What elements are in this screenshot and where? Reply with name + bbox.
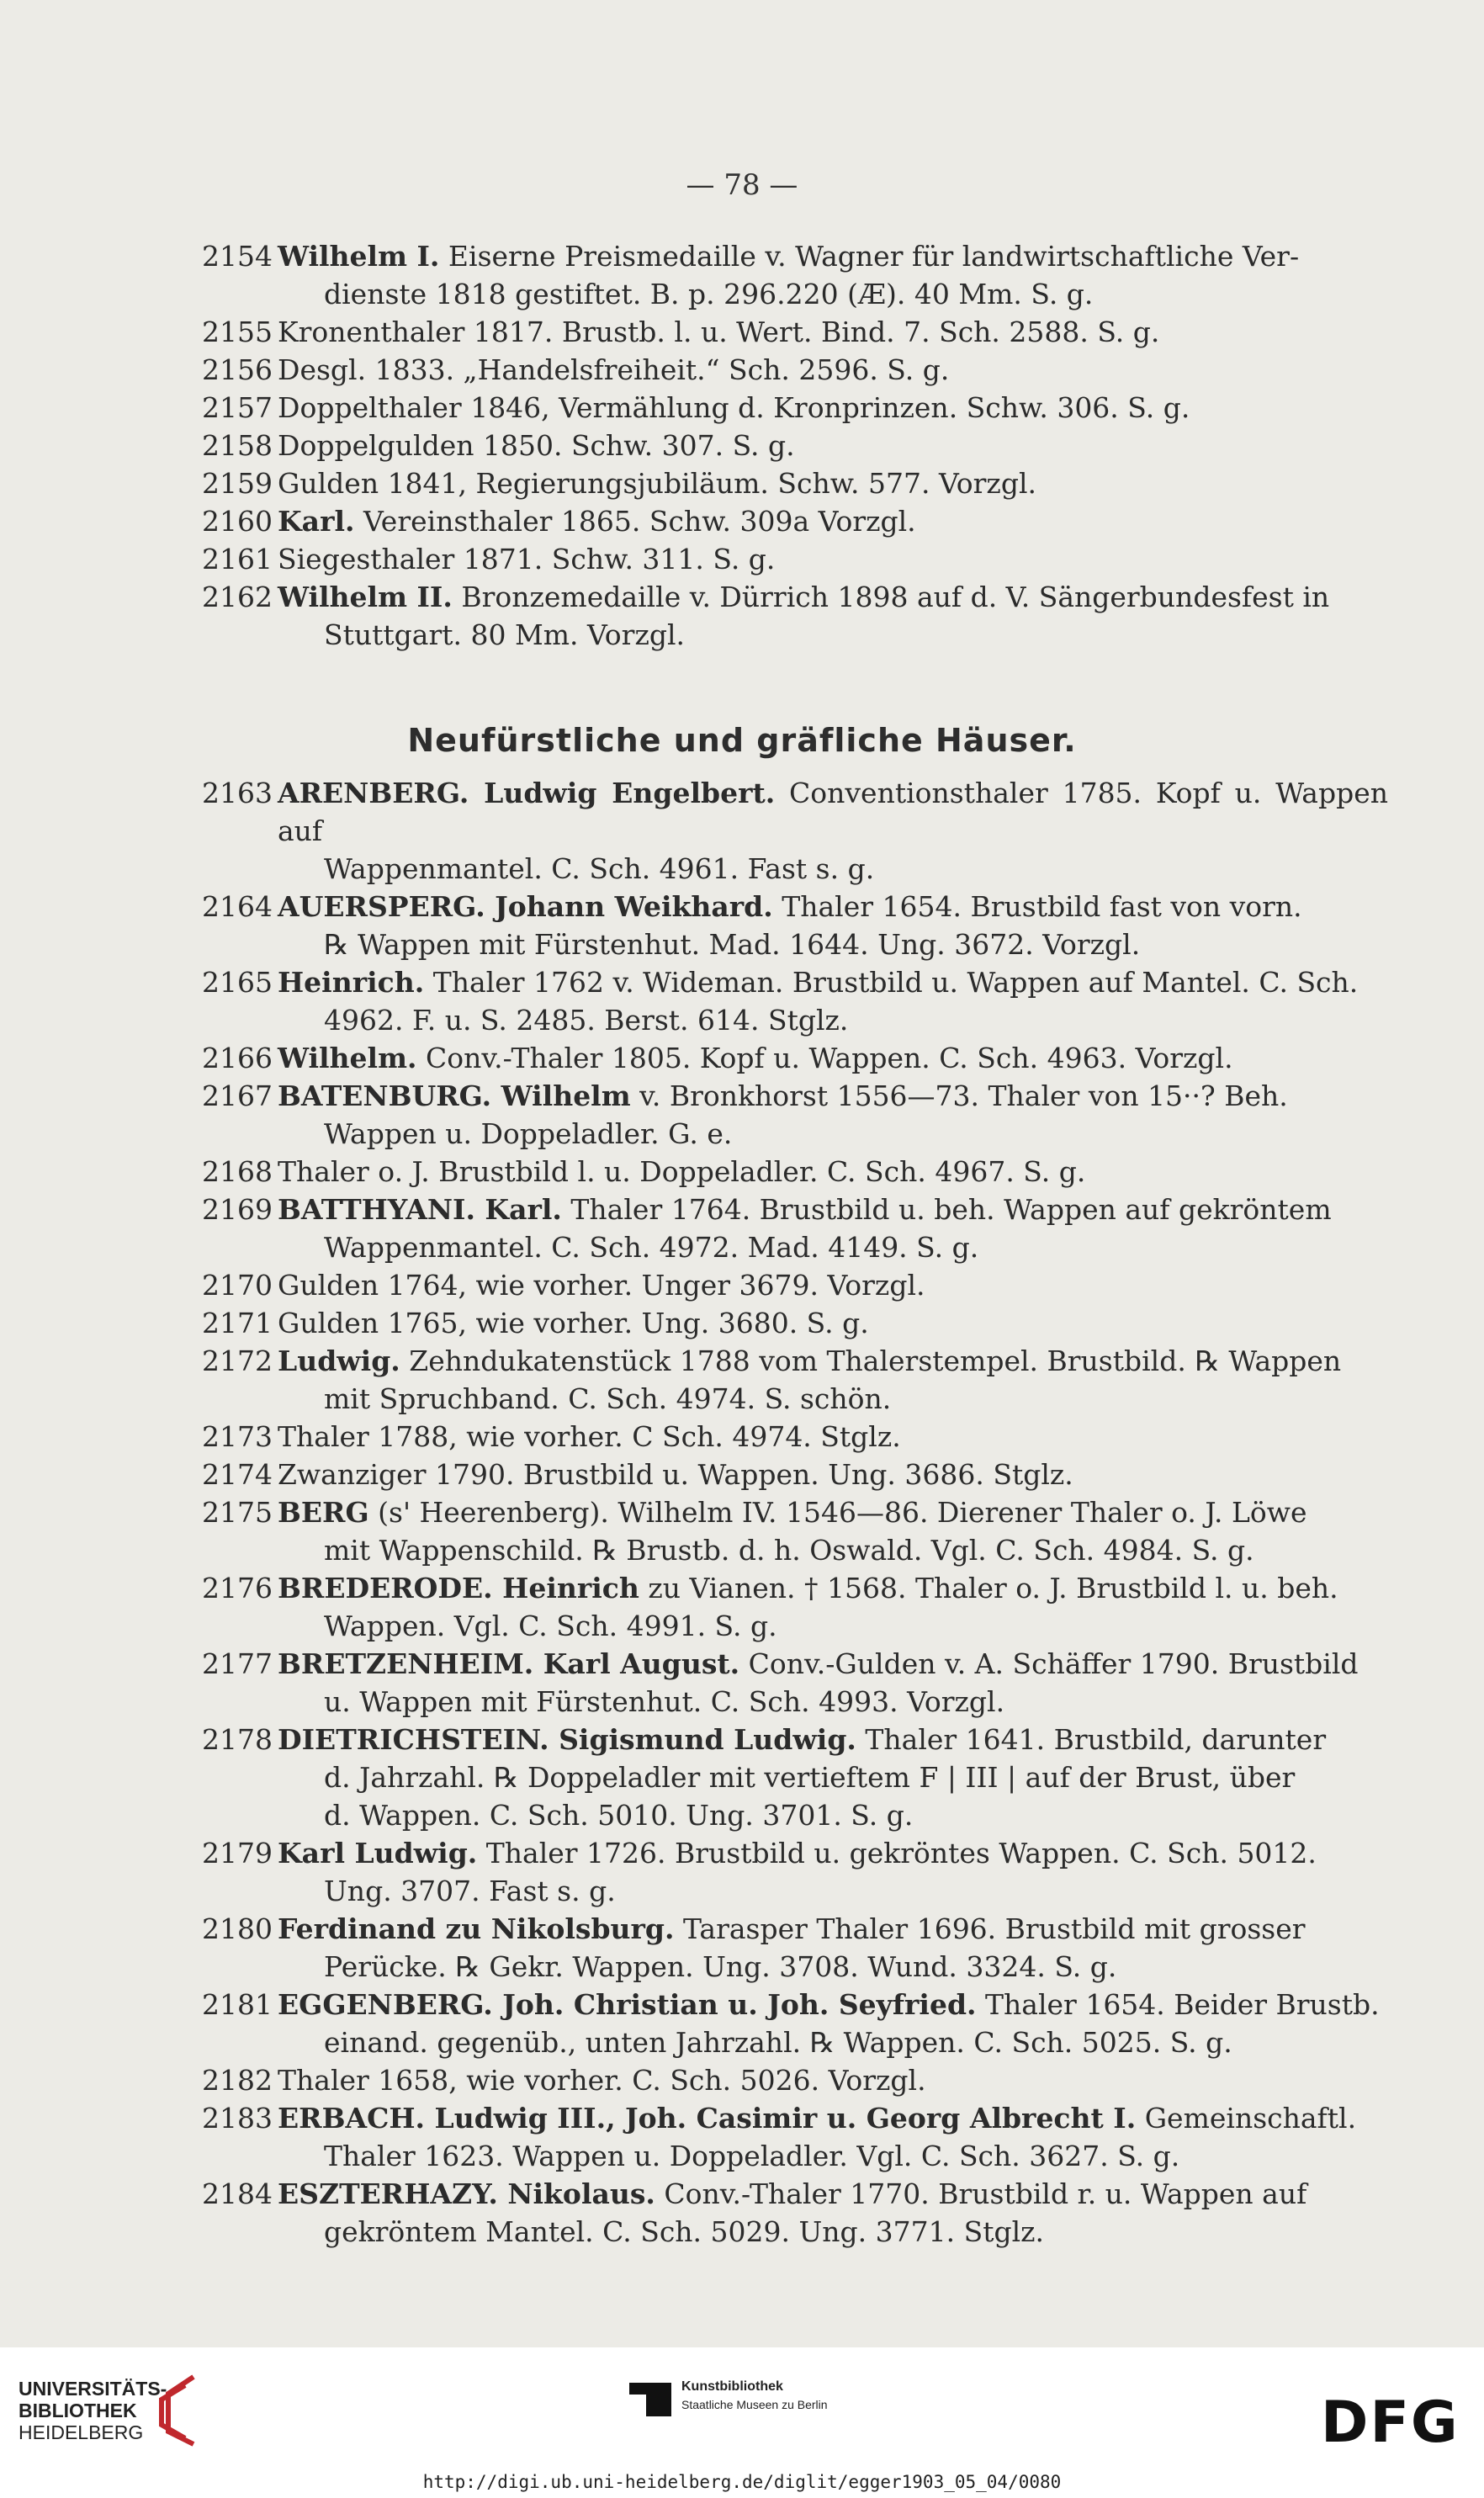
entry-number: 2160 bbox=[202, 505, 273, 538]
entry-number: 2168 bbox=[202, 1155, 273, 1188]
catalog-entry bbox=[202, 774, 1388, 888]
entry-text: Thaler 1726. Brustbild u. gekröntes Wappen. C. Sch. 5012. bbox=[485, 1837, 1317, 1870]
entry-first-line bbox=[278, 1304, 1388, 1342]
entry-first-line bbox=[278, 1153, 1388, 1191]
ub-heidelberg-mark-icon bbox=[151, 2373, 210, 2448]
page-url[interactable]: http://digi.ub.uni-heidelberg.de/diglit/egger1903_05_04/0080 bbox=[422, 2472, 1062, 2492]
entry-continuation-line: Wappen u. Doppeladler. G. e. bbox=[324, 1117, 733, 1150]
catalog-entry bbox=[202, 1039, 1388, 1077]
entry-number: 2164 bbox=[202, 890, 273, 923]
entry-number: 2182 bbox=[202, 2064, 273, 2097]
entries-bottom-block bbox=[202, 774, 1388, 2251]
entry-text: Thaler 1764. Brustbild u. beh. Wappen auf gekröntem bbox=[570, 1193, 1332, 1226]
entry-text: Kronenthaler 1817. Brustb. l. u. Wert. Bind. 7. Sch. 2588. S. g. bbox=[278, 316, 1160, 348]
entry-first-line bbox=[278, 1493, 1388, 1531]
entry-heading: AUERSPERG. Johann Weikhard. bbox=[278, 890, 773, 923]
entry-heading: Ferdinand zu Nikolsburg. bbox=[278, 1912, 675, 1945]
entry-continuation-line: Thaler 1623. Wappen u. Doppeladler. Vgl. C. Sch. 3627. S. g. bbox=[324, 2140, 1180, 2172]
ub-logo-line3: HEIDELBERG bbox=[19, 2421, 144, 2443]
footer bbox=[0, 2347, 1484, 2498]
catalog-entry bbox=[202, 888, 1388, 963]
entry-number: 2161 bbox=[202, 543, 273, 575]
entry-text: Zwanziger 1790. Brustbild u. Wappen. Ung. 3686. Stglz. bbox=[278, 1458, 1073, 1491]
catalog-entry bbox=[202, 313, 1388, 351]
entry-text: Doppelthaler 1846, Vermählung d. Kronprinzen. Schw. 306. S. g. bbox=[278, 391, 1190, 424]
entry-number: 2183 bbox=[202, 2102, 273, 2135]
catalog-entry bbox=[202, 1191, 1388, 1266]
catalog-entry bbox=[202, 1986, 1388, 2061]
entry-text: (s' Heerenberg). Wilhelm IV. 1546—86. Dierener Thaler o. J. Löwe bbox=[378, 1496, 1307, 1529]
entry-text: Tarasper Thaler 1696. Brustbild mit grosser bbox=[682, 1912, 1306, 1945]
entry-text: Conv.-Thaler 1805. Kopf u. Wappen. C. Sch. 4963. Vorzgl. bbox=[425, 1042, 1233, 1074]
entry-number: 2174 bbox=[202, 1458, 273, 1491]
ub-logo-line2: BIBLIOTHEK bbox=[19, 2400, 137, 2421]
entry-first-line bbox=[278, 1418, 1388, 1456]
entry-continuation-line: einand. gegenüb., unten Jahrzahl. ℞ Wappen. C. Sch. 5025. S. g. bbox=[324, 2026, 1232, 2059]
entry-continuation-line: d. Wappen. C. Sch. 5010. Ung. 3701. S. g. bbox=[324, 1799, 914, 1832]
entry-first-line bbox=[278, 1456, 1388, 1493]
entry-continuation-line: dienste 1818 gestiftet. B. p. 296.220 (Æ). 40 Mm. S. g. bbox=[324, 278, 1094, 310]
entry-text: v. Bronkhorst 1556—73. Thaler von 15··? Beh. bbox=[639, 1079, 1288, 1112]
entry-first-line bbox=[278, 1834, 1388, 1872]
entry-text: Thaler o. J. Brustbild l. u. Doppeladler. C. Sch. 4967. S. g. bbox=[278, 1155, 1086, 1188]
entry-number: 2162 bbox=[202, 581, 273, 613]
page-number: — 78 — bbox=[686, 168, 798, 202]
entry-number: 2165 bbox=[202, 966, 273, 999]
entry-number: 2167 bbox=[202, 1079, 273, 1112]
entry-heading: ESZTERHAZY. Nikolaus. bbox=[278, 2177, 655, 2210]
entry-text: Bronzemedaille v. Dürrich 1898 auf d. V. Sängerbundesfest in bbox=[461, 581, 1330, 613]
catalog-entry bbox=[202, 1418, 1388, 1456]
entry-first-line bbox=[278, 1191, 1388, 1228]
entry-first-line bbox=[278, 1645, 1388, 1683]
entry-heading: Wilhelm II. bbox=[278, 581, 453, 613]
entry-first-line bbox=[278, 2061, 1388, 2099]
entry-first-line bbox=[278, 888, 1388, 925]
entry-text: Thaler 1641. Brustbild, darunter bbox=[865, 1723, 1327, 1756]
entry-number: 2184 bbox=[202, 2177, 273, 2210]
entry-heading: EGGENBERG. Joh. Christian u. Joh. Seyfried. bbox=[278, 1988, 977, 2021]
entry-text: Zehndukatenstück 1788 vom Thalerstempel. Brustbild. ℞ Wappen bbox=[409, 1344, 1342, 1377]
entry-text: Conv.-Thaler 1770. Brustbild r. u. Wappen auf bbox=[664, 2177, 1307, 2210]
entry-number: 2157 bbox=[202, 391, 273, 424]
entry-first-line bbox=[278, 351, 1388, 389]
entry-first-line bbox=[278, 1266, 1388, 1304]
entry-first-line bbox=[278, 313, 1388, 351]
entry-first-line bbox=[278, 464, 1388, 502]
catalog-entry bbox=[202, 1266, 1388, 1304]
entry-first-line bbox=[278, 1910, 1388, 1948]
entry-text: Vereinsthaler 1865. Schw. 309a Vorzgl. bbox=[363, 505, 916, 538]
entry-continuation-line: ℞ Wappen mit Fürstenhut. Mad. 1644. Ung. 3672. Vorzgl. bbox=[324, 928, 1141, 961]
catalog-entry bbox=[202, 1342, 1388, 1418]
entry-text: Thaler 1654. Brustbild fast von vorn. bbox=[782, 890, 1302, 923]
entry-text: Gulden 1765, wie vorher. Ung. 3680. S. g. bbox=[278, 1307, 869, 1339]
entry-first-line bbox=[278, 1077, 1388, 1115]
ub-logo-line1: UNIVERSITÄTS- bbox=[19, 2378, 167, 2400]
entry-number: 2158 bbox=[202, 429, 273, 462]
entry-first-line bbox=[278, 2175, 1388, 2213]
entry-first-line bbox=[278, 774, 1388, 850]
entry-first-line bbox=[278, 1342, 1388, 1380]
entry-text: Gulden 1841, Regierungsjubiläum. Schw. 577. Vorzgl. bbox=[278, 467, 1036, 500]
kunstbibliothek-name: Kunstbibliothek bbox=[681, 2379, 783, 2394]
entry-number: 2171 bbox=[202, 1307, 273, 1339]
catalog-entry bbox=[202, 578, 1388, 654]
entry-text: Thaler 1788, wie vorher. C Sch. 4974. Stglz. bbox=[278, 1420, 901, 1453]
catalog-entry bbox=[202, 1493, 1388, 1569]
entry-first-line bbox=[278, 427, 1388, 464]
catalog-entry bbox=[202, 2099, 1388, 2175]
entry-first-line bbox=[278, 1986, 1388, 2023]
entry-first-line bbox=[278, 2099, 1388, 2137]
entry-text: Siegesthaler 1871. Schw. 311. S. g. bbox=[278, 543, 776, 575]
entry-continuation-line: mit Spruchband. C. Sch. 4974. S. schön. bbox=[324, 1382, 892, 1415]
ub-heidelberg-logo[interactable] bbox=[19, 2378, 167, 2443]
entry-number: 2159 bbox=[202, 467, 273, 500]
entry-first-line bbox=[278, 1039, 1388, 1077]
entry-text: Desgl. 1833. „Handelsfreiheit.“ Sch. 2596. S. g. bbox=[278, 353, 950, 386]
catalog-entry bbox=[202, 502, 1388, 540]
entry-text: Gulden 1764, wie vorher. Unger 3679. Vorzgl. bbox=[278, 1269, 925, 1302]
entry-first-line bbox=[278, 1721, 1388, 1758]
entry-heading: Heinrich. bbox=[278, 966, 425, 999]
entry-first-line bbox=[278, 963, 1388, 1001]
catalog-entry bbox=[202, 1645, 1388, 1721]
entry-continuation-line: gekröntem Mantel. C. Sch. 5029. Ung. 3771. Stglz. bbox=[324, 2215, 1045, 2248]
entry-number: 2178 bbox=[202, 1723, 273, 1756]
entry-continuation-line: Stuttgart. 80 Mm. Vorzgl. bbox=[324, 618, 685, 651]
entries-top-block bbox=[202, 237, 1388, 654]
entry-text: Eiserne Preismedaille v. Wagner für landwirtschaftliche Ver- bbox=[448, 240, 1300, 273]
catalog-entry bbox=[202, 2175, 1388, 2251]
entry-number: 2172 bbox=[202, 1344, 273, 1377]
catalog-entry bbox=[202, 389, 1388, 427]
entry-number: 2179 bbox=[202, 1837, 273, 1870]
entry-continuation-line: Wappenmantel. C. Sch. 4972. Mad. 4149. S. g. bbox=[324, 1231, 979, 1264]
entry-first-line bbox=[278, 237, 1388, 275]
entry-heading: Ludwig. bbox=[278, 1344, 400, 1377]
entry-text: Conventionsthaler 1785. Kopf u. Wappen auf bbox=[278, 777, 1388, 847]
entry-text: Thaler 1658, wie vorher. C. Sch. 5026. Vorzgl. bbox=[278, 2064, 926, 2097]
catalog-entry bbox=[202, 1910, 1388, 1986]
catalog-entry bbox=[202, 963, 1388, 1039]
entry-continuation-line: d. Jahrzahl. ℞ Doppeladler mit vertieftem F | III | auf der Brust, über bbox=[324, 1761, 1296, 1794]
entry-first-line bbox=[278, 578, 1388, 616]
entry-number: 2169 bbox=[202, 1193, 273, 1226]
entry-number: 2176 bbox=[202, 1572, 273, 1604]
entry-continuation-line: mit Wappenschild. ℞ Brustb. d. h. Oswald. Vgl. C. Sch. 4984. S. g. bbox=[324, 1534, 1254, 1567]
entry-heading: ARENBERG. Ludwig Engelbert. bbox=[278, 777, 776, 809]
catalog-entry bbox=[202, 351, 1388, 389]
catalog-entry bbox=[202, 427, 1388, 464]
section-heading: Neufürstliche und gräfliche Häuser. bbox=[407, 722, 1077, 759]
entry-heading: Wilhelm I. bbox=[278, 240, 440, 273]
entry-number: 2170 bbox=[202, 1269, 273, 1302]
entry-continuation-line: Wappenmantel. C. Sch. 4961. Fast s. g. bbox=[324, 852, 875, 885]
entry-number: 2163 bbox=[202, 777, 273, 809]
catalog-entry bbox=[202, 1153, 1388, 1191]
catalog-entry bbox=[202, 2061, 1388, 2099]
entry-first-line bbox=[278, 389, 1388, 427]
entry-first-line bbox=[278, 1569, 1388, 1607]
entry-heading: Karl Ludwig. bbox=[278, 1837, 478, 1870]
entry-first-line bbox=[278, 540, 1388, 578]
catalog-entry bbox=[202, 1721, 1388, 1834]
catalog-entry bbox=[202, 1077, 1388, 1153]
entry-number: 2181 bbox=[202, 1988, 273, 2021]
entry-text: Gemeinschaftl. bbox=[1144, 2102, 1357, 2135]
catalog-entry bbox=[202, 1834, 1388, 1910]
entry-number: 2175 bbox=[202, 1496, 273, 1529]
kunstbibliothek-subtitle: Staatliche Museen zu Berlin bbox=[681, 2398, 828, 2411]
entry-heading: BATTHYANI. Karl. bbox=[278, 1193, 562, 1226]
catalog-entry bbox=[202, 1456, 1388, 1493]
kunstbibliothek-mark-icon bbox=[629, 2379, 673, 2420]
entry-heading: Karl. bbox=[278, 505, 355, 538]
entry-number: 2180 bbox=[202, 1912, 273, 1945]
entry-heading: Wilhelm. bbox=[278, 1042, 417, 1074]
entry-continuation-line: Ung. 3707. Fast s. g. bbox=[324, 1875, 616, 1907]
entry-number: 2154 bbox=[202, 240, 273, 273]
entry-continuation-line: Perücke. ℞ Gekr. Wappen. Ung. 3708. Wund. 3324. S. g. bbox=[324, 1950, 1117, 1983]
dfg-logo[interactable]: DFG bbox=[1321, 2389, 1460, 2456]
entry-number: 2173 bbox=[202, 1420, 273, 1453]
entry-first-line bbox=[278, 502, 1388, 540]
entry-continuation-line: Wappen. Vgl. C. Sch. 4991. S. g. bbox=[324, 1610, 777, 1642]
catalog-entry bbox=[202, 540, 1388, 578]
entry-text: Conv.-Gulden v. A. Schäffer 1790. Brustbild bbox=[748, 1647, 1359, 1680]
entry-continuation-line: u. Wappen mit Fürstenhut. C. Sch. 4993. Vorzgl. bbox=[324, 1685, 1005, 1718]
entry-number: 2177 bbox=[202, 1647, 273, 1680]
entry-heading: DIETRICHSTEIN. Sigismund Ludwig. bbox=[278, 1723, 856, 1756]
entry-heading: BATENBURG. Wilhelm bbox=[278, 1079, 631, 1112]
entry-text: Doppelgulden 1850. Schw. 307. S. g. bbox=[278, 429, 795, 462]
entry-heading: BRETZENHEIM. Karl August. bbox=[278, 1647, 740, 1680]
entry-number: 2166 bbox=[202, 1042, 273, 1074]
entry-continuation-line: 4962. F. u. S. 2485. Berst. 614. Stglz. bbox=[324, 1004, 849, 1037]
catalog-entry bbox=[202, 1304, 1388, 1342]
entry-heading: BREDERODE. Heinrich bbox=[278, 1572, 639, 1604]
entry-number: 2155 bbox=[202, 316, 273, 348]
entry-heading: BERG bbox=[278, 1496, 369, 1529]
entry-text: Thaler 1654. Beider Brustb. bbox=[985, 1988, 1380, 2021]
catalog-entry bbox=[202, 464, 1388, 502]
catalog-entry bbox=[202, 1569, 1388, 1645]
entry-text: zu Vianen. † 1568. Thaler o. J. Brustbild l. u. beh. bbox=[648, 1572, 1338, 1604]
entry-text: Thaler 1762 v. Wideman. Brustbild u. Wappen auf Mantel. C. Sch. bbox=[432, 966, 1359, 999]
entry-heading: ERBACH. Ludwig III., Joh. Casimir u. Georg Albrecht I. bbox=[278, 2102, 1137, 2135]
entry-number: 2156 bbox=[202, 353, 273, 386]
catalog-entry bbox=[202, 237, 1388, 313]
